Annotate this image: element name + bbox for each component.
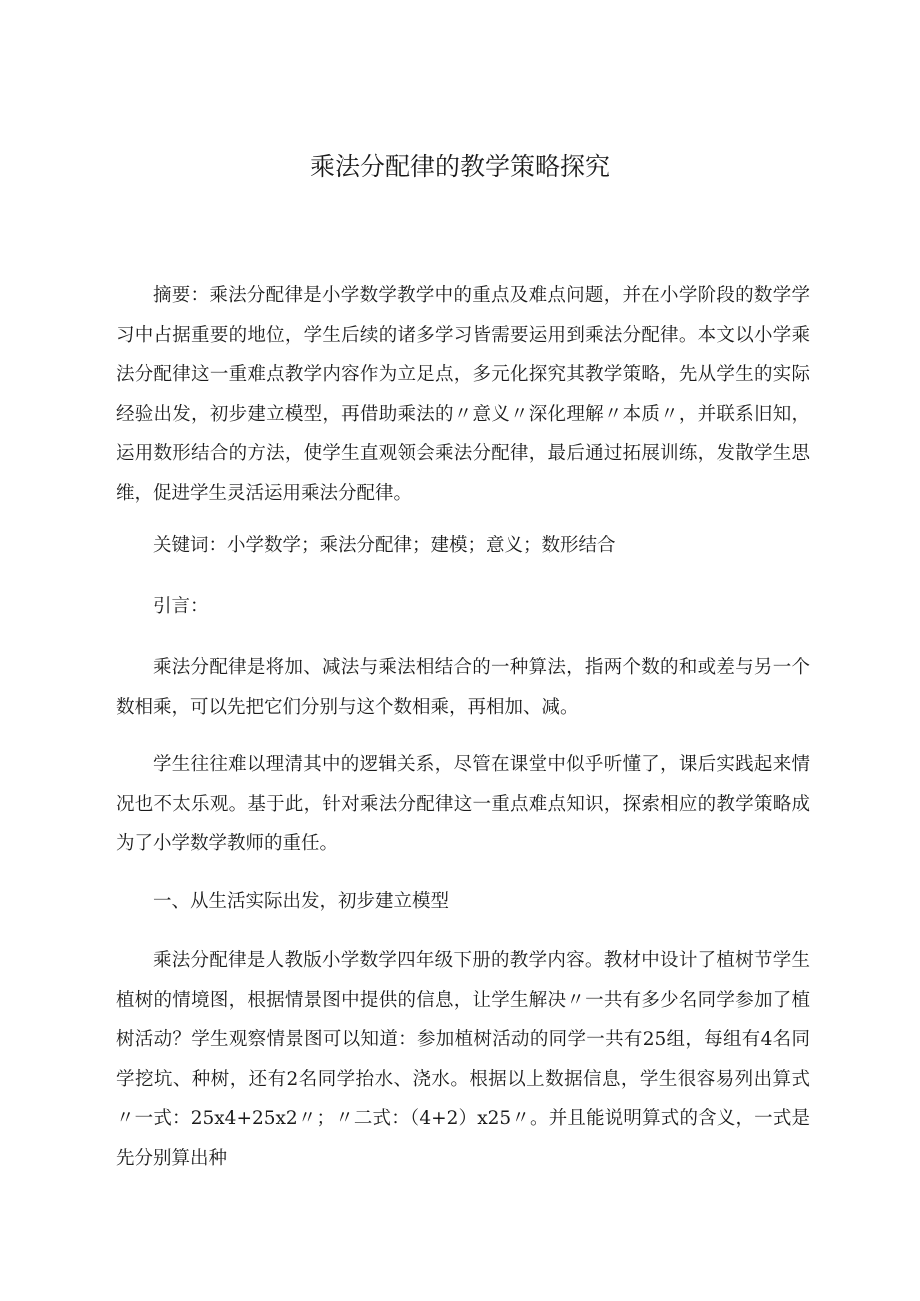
- intro-label: 引言：: [153, 596, 209, 617]
- document-title: 乘法分配律的教学策略探究: [309, 152, 610, 181]
- intro-paragraph-1: 乘法分配律是将加、减法与乘法相结合的一种算法，指两个数的和或差与另一个数相乘，可以先把它们分别与这个数相乘，再相加、减。: [116, 657, 810, 718]
- abstract-paragraph: 摘要：乘法分配律是小学数学教学中的重点及难点问题，并在小学阶段的数学学习中占据重要的地位，学生后续的诸多学习皆需要运用到乘法分配律。本文以小学乘法分配律这一重难点教学内容作为立足点，多元化探究其教学策略，先从学生的实际经验出发，初步建立模型，再借助乘法的〃意义〃深化理解〃本质〃，并联系旧知，运用数形结合的方法，使学生直观领会乘法分配律，最后通过拓展训练，发散学生思维，促进学生灵活运用乘法分配律。: [116, 285, 810, 504]
- section-1-heading: 一、从生活实际出发，初步建立模型: [153, 891, 450, 912]
- intro-paragraph-2: 学生往往难以理清其中的逻辑关系，尽管在课堂中似乎听懂了，课后实践起来情况也不太乐观。基于此，针对乘法分配律这一重点难点知识，探索相应的教学策略成为了小学数学教师的重任。: [116, 754, 810, 854]
- section-1-paragraph: 乘法分配律是人教版小学数学四年级下册的教学内容。教材中设计了植树节学生植树的情境图，根据情景图中提供的信息，让学生解决〃一共有多少名同学参加了植树活动？学生观察情景图可以知道：参加植树活动的同学一共有25组，每组有4名同学挖坑、种树，还有2名同学抬水、浇水。根据以上数据信息，学生很容易列出算式〃一式：25x4+25x2〃；〃二式：（4+2）x25〃。并且能说明算式的含义，一式是先分别算出种: [116, 950, 810, 1169]
- keywords-line: 关键词：小学数学；乘法分配律；建模；意义；数形结合: [153, 535, 616, 556]
